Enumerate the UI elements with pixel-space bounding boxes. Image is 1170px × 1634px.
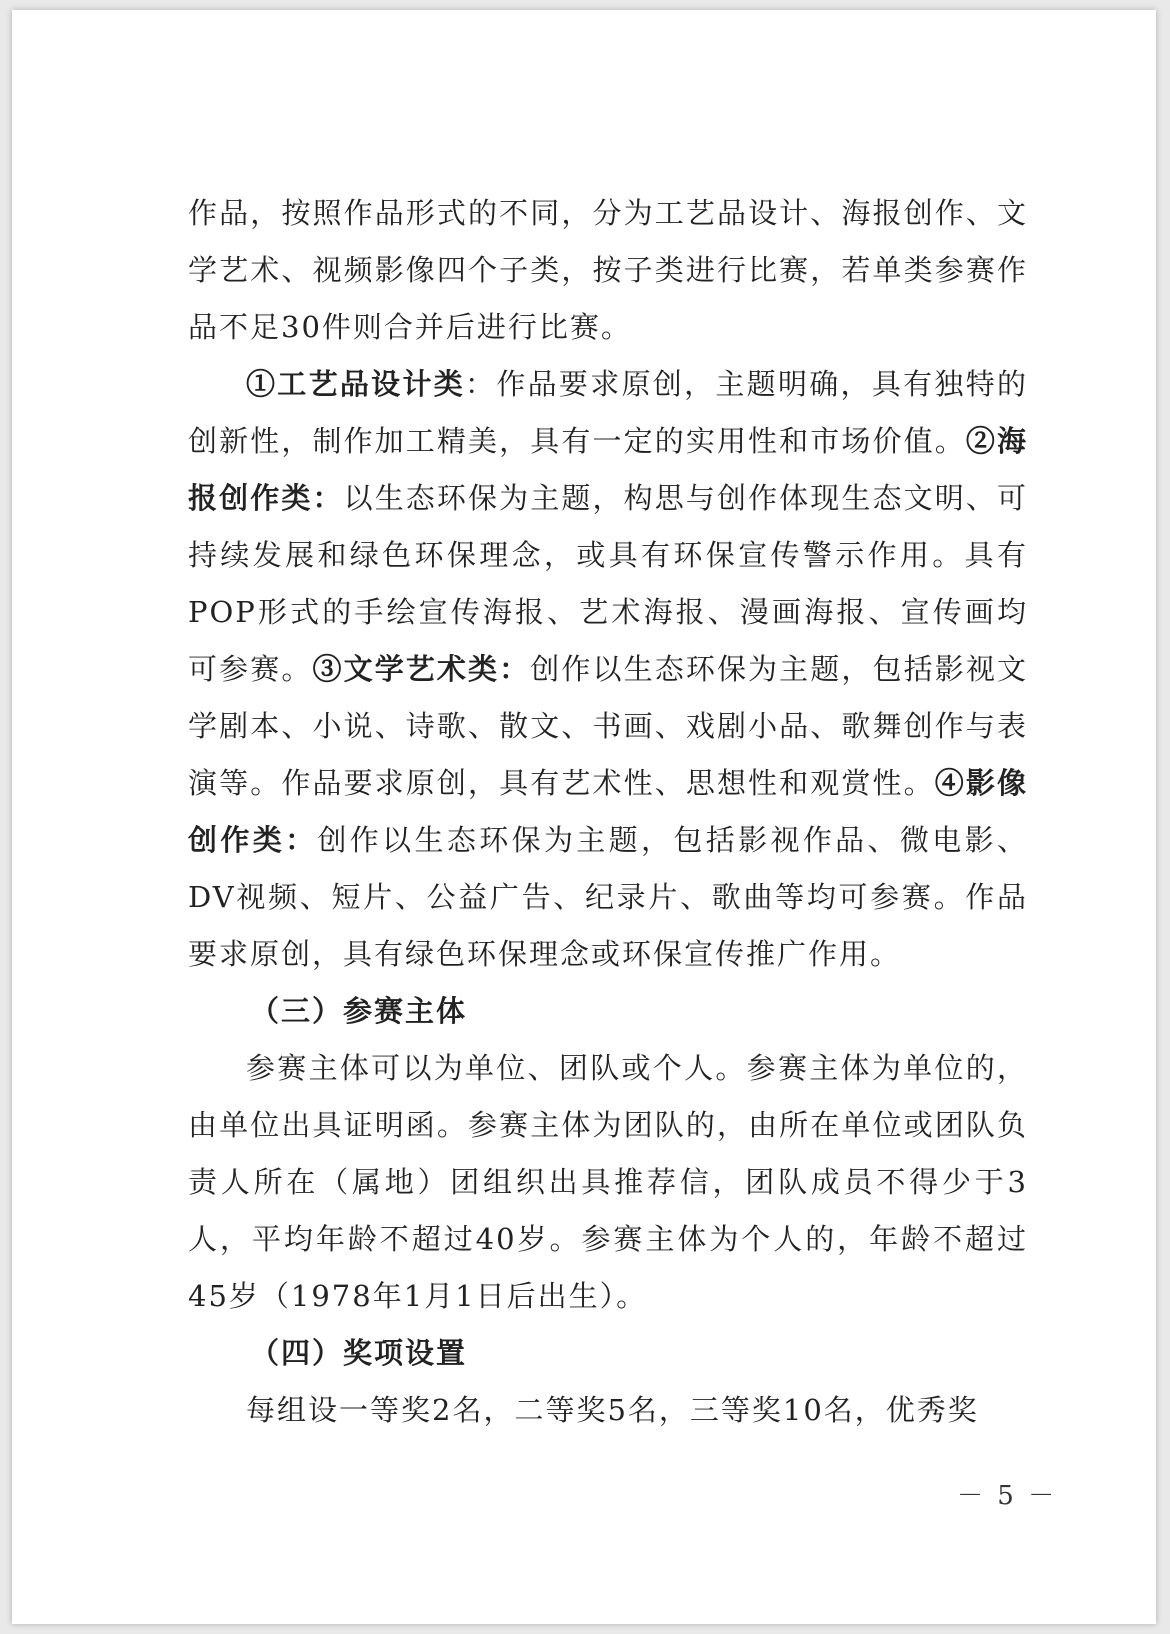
category-literature-text: 创作以生态环保为主题，包括影视文学剧本、小说、诗歌、散文、书画、戏剧小品、歌舞创作与表演等。作品要求原创，具有艺术性、思想性和观赏性。 [188,652,1028,800]
document-page [12,10,1156,1624]
category-craft-text: ：作品要求原创，主题明确，具有独特的创新性，制作加工精美，具有一定的实用性和市场价值。 [188,367,1028,458]
paragraph-intro: 作品，按照作品形式的不同，分为工艺品设计、海报创作、文学艺术、视频影像四个子类，按子类进行比赛，若单类参赛作品不足30件则合并后进行比赛。 [188,196,1028,344]
category-poster-text: 以生态环保为主题，构思与创作体现生态文明、可持续发展和绿色环保理念，或具有环保宣传警示作用。具有POP形式的手绘宣传海报、艺术海报、漫画海报、宣传画均可参赛。 [188,481,1028,686]
section-awards-text: 每组设一等奖2名，二等奖5名，三等奖10名，优秀奖 [246,1393,979,1427]
page-number: － 5 － [957,1481,1058,1511]
page-content [188,185,1028,1439]
category-video-title: ④影像创作类： [188,766,1028,857]
category-craft-title: ①工艺品设计类 [246,367,466,401]
category-poster-title: ②海报创作类： [188,424,1028,515]
paragraph-categories [188,356,1028,983]
category-video-text: 创作以生态环保为主题，包括影视作品、微电影、DV视频、短片、公益广告、纪录片、歌曲等均可参赛。作品要求原创，具有绿色环保理念或环保宣传推广作用。 [188,823,1028,971]
section-participants-heading: （三）参赛主体 [250,994,468,1028]
section-awards-heading: （四）奖项设置 [250,1336,468,1370]
category-literature-title: ③文学艺术类： [312,652,531,686]
section-participants-text: 参赛主体可以为单位、团队或个人。参赛主体为单位的，由单位出具证明函。参赛主体为团队的，由所在单位或团队负责人所在（属地）团组织出具推荐信，团队成员不得少于3人，平均年龄不超过40岁。参赛主体为个人的，年龄不超过45岁（1978年1月1日后出生）。 [188,1051,1028,1313]
